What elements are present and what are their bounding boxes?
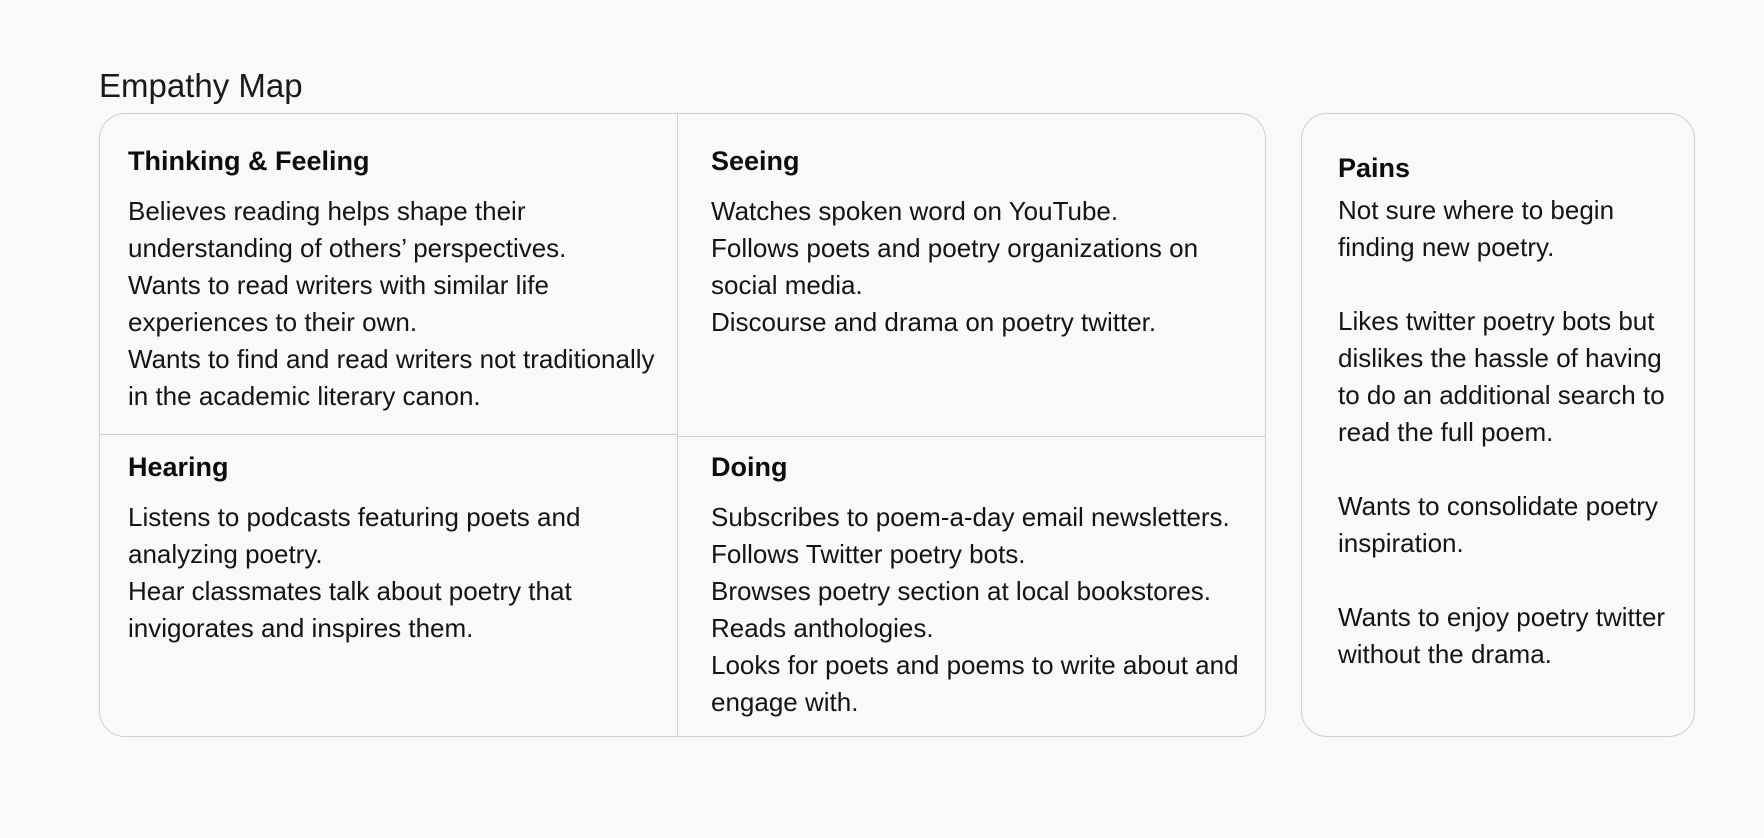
seeing-item: Discourse and drama on poetry twitter. [711, 307, 1157, 338]
pains-card [1301, 113, 1695, 737]
pain-item: Not sure where to begin finding new poetry. [1338, 195, 1615, 263]
hearing-item: Hear classmates talk about poetry that invigorates and inspires them. [128, 576, 572, 644]
pain-item: Wants to enjoy poetry twitter without the drama. [1338, 602, 1666, 670]
horizontal-divider-right [678, 436, 1266, 437]
doing-item: Subscribes to poem-a-day email newsletters. [711, 502, 1230, 533]
vertical-divider [677, 114, 678, 736]
empathy-map-grid [99, 113, 1266, 737]
doing-item: Looks for poets and poems to write about and engage with. [711, 650, 1239, 718]
hearing-item: Listens to podcasts featuring poets and analyzing poetry. [128, 502, 581, 570]
quadrant-doing [711, 451, 1251, 721]
quadrant-thinking-feeling [128, 145, 658, 415]
thinking-feeling-item: Wants to find and read writers not traditionally in the academic literary canon. [128, 344, 655, 412]
doing-item: Follows Twitter poetry bots. [711, 539, 1026, 570]
pains-content [1338, 152, 1688, 673]
quadrant-heading-doing: Doing [711, 452, 788, 482]
seeing-item: Watches spoken word on YouTube. [711, 196, 1119, 227]
quadrant-seeing [711, 145, 1251, 341]
pain-item: Likes twitter poetry bots but dislikes the hassle of having to do an additional search to read the full poem. [1338, 306, 1665, 448]
page-title: Empathy Map [99, 67, 303, 105]
doing-item: Reads anthologies. [711, 613, 934, 644]
seeing-item: Follows poets and poetry organizations on social media. [711, 233, 1199, 301]
quadrant-heading-thinking-feeling: Thinking & Feeling [128, 146, 370, 176]
thinking-feeling-item: Wants to read writers with similar life experiences to their own. [128, 270, 549, 338]
pains-heading: Pains [1338, 153, 1411, 183]
horizontal-divider-left [100, 434, 677, 435]
quadrant-hearing [128, 451, 658, 647]
thinking-feeling-item: Believes reading helps shape their understanding of others’ perspectives. [128, 196, 567, 264]
doing-item: Browses poetry section at local bookstores. [711, 576, 1212, 607]
quadrant-heading-seeing: Seeing [711, 146, 800, 176]
quadrant-heading-hearing: Hearing [128, 452, 229, 482]
pain-item: Wants to consolidate poetry inspiration. [1338, 491, 1658, 559]
